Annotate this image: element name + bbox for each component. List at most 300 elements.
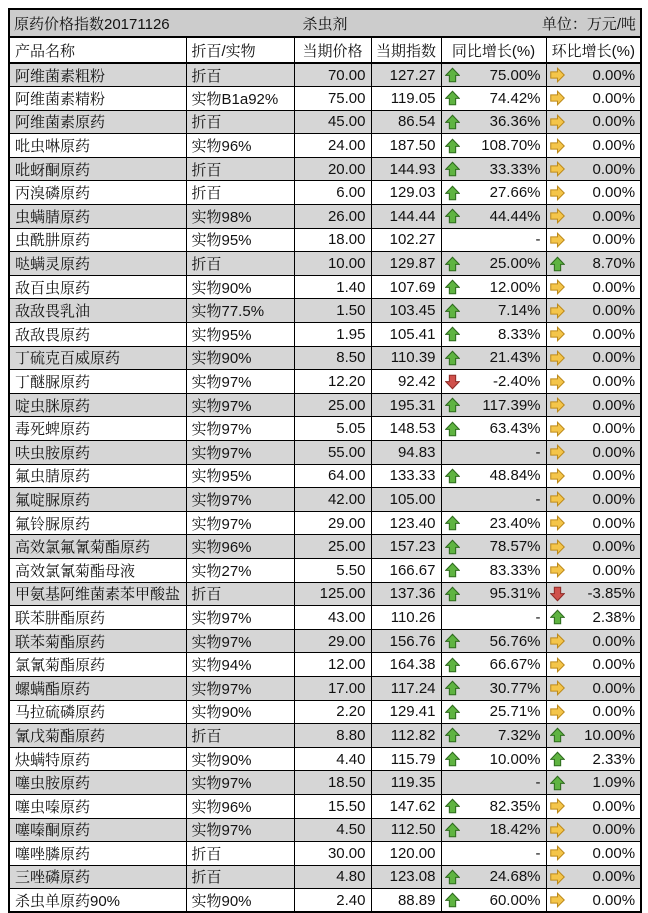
mom-cell (546, 629, 641, 653)
mom-value: 0.00% (592, 538, 636, 556)
product-name: 杀虫单原药90% (9, 889, 186, 913)
mom-value: 0.00% (592, 821, 636, 839)
arrow-up-icon (445, 657, 460, 673)
unit-label: 单位：万元/吨 (541, 15, 637, 33)
product-name: 敌敌畏乳油 (9, 299, 186, 323)
mom-cell (546, 511, 641, 535)
arrow-up-icon (445, 67, 460, 83)
current-price: 29.00 (294, 511, 371, 535)
product-name: 螺螨酯原药 (9, 676, 186, 700)
arrow-up-icon (445, 751, 460, 767)
spec-value: 实物90% (186, 346, 294, 370)
mom-value: 0.00% (592, 490, 636, 508)
product-name: 毒死蜱原药 (9, 417, 186, 441)
yoy-value: - (535, 490, 541, 508)
spec-value: 实物97% (186, 511, 294, 535)
yoy-value: 74.42% (489, 89, 541, 107)
spec-value: 折百 (186, 252, 294, 276)
mom-value: 0.00% (592, 231, 636, 249)
arrow-up-icon (445, 892, 460, 908)
table-row (9, 275, 641, 299)
yoy-cell (441, 865, 546, 889)
mom-cell (546, 558, 641, 582)
product-name: 氯氰菊酯原药 (9, 653, 186, 677)
table-row (9, 370, 641, 394)
spec-value: 实物90% (186, 700, 294, 724)
yoy-value: 33.33% (489, 160, 541, 178)
mom-value: -3.85% (587, 585, 636, 603)
yoy-value: - (535, 844, 541, 862)
mom-value: 0.00% (592, 89, 636, 107)
mom-cell (546, 134, 641, 158)
current-price: 30.00 (294, 842, 371, 866)
current-index: 187.50 (371, 134, 441, 158)
product-name: 噻虫嗪原药 (9, 794, 186, 818)
mom-value: 0.00% (592, 656, 636, 674)
product-name: 甲氨基阿维菌素苯甲酸盐 (9, 582, 186, 606)
yoy-cell (441, 205, 546, 229)
mom-value: 0.00% (592, 207, 636, 225)
current-price: 12.20 (294, 370, 371, 394)
current-index: 129.03 (371, 181, 441, 205)
column-header-row (9, 37, 641, 63)
current-price: 125.00 (294, 582, 371, 606)
mom-value: 0.00% (592, 467, 636, 485)
current-price: 1.95 (294, 323, 371, 347)
yoy-cell (441, 110, 546, 134)
yoy-value: 21.43% (489, 349, 541, 367)
current-index: 147.62 (371, 794, 441, 818)
mom-cell (546, 676, 641, 700)
no-arrow (445, 232, 460, 248)
table-row (9, 794, 641, 818)
yoy-value: - (535, 443, 541, 461)
table-row (9, 629, 641, 653)
mom-value: 0.00% (592, 396, 636, 414)
mom-value: 10.00% (584, 726, 636, 744)
current-index: 105.41 (371, 323, 441, 347)
arrow-up-icon (445, 208, 460, 224)
spec-value: 实物97% (186, 393, 294, 417)
mom-cell (546, 110, 641, 134)
yoy-cell (441, 629, 546, 653)
yoy-cell (441, 747, 546, 771)
mom-cell (546, 441, 641, 465)
current-price: 5.50 (294, 558, 371, 582)
product-name: 敌百虫原药 (9, 275, 186, 299)
spec-value: 实物94% (186, 653, 294, 677)
spec-value: 折百 (186, 110, 294, 134)
arrow-right-icon (550, 185, 565, 201)
spec-value: 折百 (186, 63, 294, 87)
yoy-value: 44.44% (489, 207, 541, 225)
mom-value: 0.00% (592, 302, 636, 320)
product-name: 阿维菌素精粉 (9, 87, 186, 111)
product-name: 噻虫胺原药 (9, 771, 186, 795)
product-name: 吡虫啉原药 (9, 134, 186, 158)
yoy-cell (441, 464, 546, 488)
yoy-cell (441, 606, 546, 630)
current-index: 195.31 (371, 393, 441, 417)
spec-value: 实物95% (186, 228, 294, 252)
arrow-right-icon (550, 421, 565, 437)
current-price: 25.00 (294, 535, 371, 559)
current-price: 15.50 (294, 794, 371, 818)
spec-value: 实物97% (186, 370, 294, 394)
mom-value: 0.00% (592, 797, 636, 815)
arrow-right-icon (550, 633, 565, 649)
current-price: 2.40 (294, 889, 371, 913)
mom-value: 0.00% (592, 514, 636, 532)
yoy-cell (441, 582, 546, 606)
arrow-right-icon (550, 892, 565, 908)
current-index: 110.26 (371, 606, 441, 630)
arrow-right-icon (550, 350, 565, 366)
current-price: 8.50 (294, 346, 371, 370)
arrow-right-icon (550, 303, 565, 319)
product-name: 啶虫脒原药 (9, 393, 186, 417)
current-price: 5.05 (294, 417, 371, 441)
mom-cell (546, 794, 641, 818)
yoy-value: 63.43% (489, 420, 541, 438)
mom-value: 8.70% (592, 255, 636, 273)
yoy-cell (441, 441, 546, 465)
current-index: 88.89 (371, 889, 441, 913)
table-row (9, 323, 641, 347)
yoy-cell (441, 535, 546, 559)
spec-value: 实物77.5% (186, 299, 294, 323)
arrow-up-icon (550, 775, 565, 791)
current-index: 102.27 (371, 228, 441, 252)
col-header-index: 当期指数 (371, 37, 441, 63)
arrow-up-icon (445, 562, 460, 578)
mom-value: 2.33% (592, 750, 636, 768)
mom-cell (546, 417, 641, 441)
yoy-value: 24.68% (489, 868, 541, 886)
yoy-value: 117.39% (482, 396, 541, 414)
mom-cell (546, 747, 641, 771)
current-price: 75.00 (294, 87, 371, 111)
spec-value: 实物97% (186, 676, 294, 700)
mom-cell (546, 252, 641, 276)
mom-value: 0.00% (592, 373, 636, 391)
arrow-up-icon (445, 114, 460, 130)
current-index: 144.44 (371, 205, 441, 229)
yoy-cell (441, 134, 546, 158)
current-index: 144.93 (371, 157, 441, 181)
yoy-value: 27.66% (489, 184, 541, 202)
mom-value: 0.00% (592, 703, 636, 721)
arrow-up-icon (445, 798, 460, 814)
mom-cell (546, 606, 641, 630)
current-price: 45.00 (294, 110, 371, 134)
current-index: 164.38 (371, 653, 441, 677)
mom-cell (546, 299, 641, 323)
mom-cell (546, 181, 641, 205)
yoy-value: 18.42% (489, 821, 541, 839)
mom-value: 0.00% (592, 443, 636, 461)
col-header-yoy: 同比增长(%) (441, 37, 546, 63)
arrow-right-icon (550, 539, 565, 555)
arrow-up-icon (445, 727, 460, 743)
current-index: 86.54 (371, 110, 441, 134)
arrow-up-icon (445, 161, 460, 177)
yoy-value: 25.71% (489, 703, 541, 721)
yoy-cell (441, 558, 546, 582)
spec-value: 折百 (186, 865, 294, 889)
table-row (9, 417, 641, 441)
mom-value: 0.00% (592, 278, 636, 296)
yoy-value: 82.35% (489, 797, 541, 815)
current-index: 157.23 (371, 535, 441, 559)
current-index: 129.87 (371, 252, 441, 276)
mom-cell (546, 842, 641, 866)
table-row (9, 228, 641, 252)
current-price: 6.00 (294, 181, 371, 205)
mom-cell (546, 346, 641, 370)
current-price: 20.00 (294, 157, 371, 181)
current-price: 10.00 (294, 252, 371, 276)
yoy-cell (441, 794, 546, 818)
arrow-right-icon (550, 468, 565, 484)
product-name: 吡蚜酮原药 (9, 157, 186, 181)
current-index: 103.45 (371, 299, 441, 323)
no-arrow (445, 491, 460, 507)
current-index: 120.00 (371, 842, 441, 866)
table-row (9, 582, 641, 606)
arrow-up-icon (445, 704, 460, 720)
arrow-down-icon (550, 586, 565, 602)
arrow-up-icon (445, 90, 460, 106)
mom-cell (546, 323, 641, 347)
mom-cell (546, 724, 641, 748)
current-price: 1.50 (294, 299, 371, 323)
table-row (9, 558, 641, 582)
table-row (9, 63, 641, 87)
current-price: 18.50 (294, 771, 371, 795)
report-title: 原药价格指数20171126 (14, 15, 170, 33)
mom-cell (546, 205, 641, 229)
mom-value: 0.00% (592, 66, 636, 84)
current-index: 123.40 (371, 511, 441, 535)
spec-value: 折百 (186, 842, 294, 866)
yoy-cell (441, 63, 546, 87)
current-index: 110.39 (371, 346, 441, 370)
mom-cell (546, 63, 641, 87)
spec-value: 实物97% (186, 629, 294, 653)
mom-value: 0.00% (592, 679, 636, 697)
table-row (9, 205, 641, 229)
spec-value: 折百 (186, 724, 294, 748)
arrow-up-icon (445, 326, 460, 342)
arrow-right-icon (550, 798, 565, 814)
table-row (9, 511, 641, 535)
product-name: 炔螨特原药 (9, 747, 186, 771)
product-name: 氟铃脲原药 (9, 511, 186, 535)
yoy-value: 7.14% (497, 302, 541, 320)
current-index: 127.27 (371, 63, 441, 87)
yoy-value: 108.70% (481, 137, 541, 155)
arrow-up-icon (445, 586, 460, 602)
price-index-table (8, 8, 642, 913)
table-row (9, 653, 641, 677)
current-price: 26.00 (294, 205, 371, 229)
product-name: 噻嗪酮原药 (9, 818, 186, 842)
no-arrow (445, 845, 460, 861)
current-index: 105.00 (371, 488, 441, 512)
current-price: 43.00 (294, 606, 371, 630)
mom-value: 0.00% (592, 160, 636, 178)
current-index: 119.05 (371, 87, 441, 111)
current-price: 4.40 (294, 747, 371, 771)
yoy-value: 78.57% (489, 538, 541, 556)
col-header-spec: 折百/实物 (186, 37, 294, 63)
spec-value: 实物98% (186, 205, 294, 229)
product-name: 高效氯氰菊酯母液 (9, 558, 186, 582)
arrow-up-icon (445, 869, 460, 885)
current-price: 4.50 (294, 818, 371, 842)
yoy-cell (441, 299, 546, 323)
current-price: 55.00 (294, 441, 371, 465)
table-row (9, 110, 641, 134)
arrow-up-icon (445, 822, 460, 838)
mom-cell (546, 865, 641, 889)
yoy-value: 23.40% (489, 514, 541, 532)
table-row (9, 157, 641, 181)
table-body (9, 63, 641, 912)
col-header-mom: 环比增长(%) (546, 37, 641, 63)
table-row (9, 181, 641, 205)
product-name: 虫酰肼原药 (9, 228, 186, 252)
arrow-right-icon (550, 114, 565, 130)
spec-value: 实物97% (186, 771, 294, 795)
yoy-cell (441, 488, 546, 512)
mom-value: 0.00% (592, 844, 636, 862)
mom-value: 0.00% (592, 113, 636, 131)
yoy-cell (441, 771, 546, 795)
current-index: 137.36 (371, 582, 441, 606)
arrow-up-icon (445, 468, 460, 484)
product-name: 氰戊菊酯原药 (9, 724, 186, 748)
mom-cell (546, 228, 641, 252)
table-row (9, 606, 641, 630)
product-name: 敌敌畏原药 (9, 323, 186, 347)
current-index: 129.41 (371, 700, 441, 724)
arrow-right-icon (550, 680, 565, 696)
yoy-value: 30.77% (489, 679, 541, 697)
table-row (9, 865, 641, 889)
yoy-cell (441, 818, 546, 842)
arrow-right-icon (550, 161, 565, 177)
arrow-right-icon (550, 657, 565, 673)
table-row (9, 771, 641, 795)
table-row (9, 134, 641, 158)
arrow-right-icon (550, 515, 565, 531)
mom-cell (546, 370, 641, 394)
spec-value: 实物90% (186, 747, 294, 771)
mom-cell (546, 700, 641, 724)
yoy-cell (441, 393, 546, 417)
mom-cell (546, 653, 641, 677)
col-header-product: 产品名称 (9, 37, 186, 63)
spec-value: 实物95% (186, 323, 294, 347)
yoy-value: 95.31% (489, 585, 541, 603)
no-arrow (445, 609, 460, 625)
yoy-cell (441, 417, 546, 441)
arrow-up-icon (445, 256, 460, 272)
mom-cell (546, 535, 641, 559)
arrow-right-icon (550, 374, 565, 390)
mom-value: 0.00% (592, 137, 636, 155)
title-row (9, 9, 641, 37)
yoy-cell (441, 724, 546, 748)
mom-value: 0.00% (592, 420, 636, 438)
table-row (9, 842, 641, 866)
arrow-up-icon (445, 397, 460, 413)
arrow-right-icon (550, 704, 565, 720)
current-index: 166.67 (371, 558, 441, 582)
current-index: 92.42 (371, 370, 441, 394)
arrow-right-icon (550, 562, 565, 578)
yoy-value: 83.33% (489, 561, 541, 579)
current-price: 8.80 (294, 724, 371, 748)
arrow-up-icon (445, 633, 460, 649)
product-name: 高效氯氟氰菊酯原药 (9, 535, 186, 559)
spec-value: 折百 (186, 582, 294, 606)
no-arrow (445, 775, 460, 791)
arrow-up-icon (550, 751, 565, 767)
col-header-price: 当期价格 (294, 37, 371, 63)
yoy-cell (441, 842, 546, 866)
table-row (9, 299, 641, 323)
arrow-right-icon (550, 67, 565, 83)
current-price: 4.80 (294, 865, 371, 889)
current-price: 1.40 (294, 275, 371, 299)
mom-value: 0.00% (592, 184, 636, 202)
product-name: 呋虫胺原药 (9, 441, 186, 465)
table-row (9, 818, 641, 842)
table-row (9, 393, 641, 417)
current-price: 24.00 (294, 134, 371, 158)
arrow-right-icon (550, 326, 565, 342)
mom-cell (546, 157, 641, 181)
arrow-up-icon (445, 279, 460, 295)
table-row (9, 346, 641, 370)
arrow-right-icon (550, 822, 565, 838)
mom-value: 0.00% (592, 561, 636, 579)
current-index: 156.76 (371, 629, 441, 653)
arrow-right-icon (550, 232, 565, 248)
arrow-up-icon (445, 138, 460, 154)
current-index: 123.08 (371, 865, 441, 889)
spec-value: 折百 (186, 157, 294, 181)
current-price: 70.00 (294, 63, 371, 87)
mom-value: 2.38% (592, 608, 636, 626)
current-price: 18.00 (294, 228, 371, 252)
product-name: 噻唑膦原药 (9, 842, 186, 866)
yoy-cell (441, 87, 546, 111)
yoy-value: 10.00% (489, 750, 541, 768)
arrow-right-icon (550, 208, 565, 224)
spec-value: 实物96% (186, 535, 294, 559)
table-row (9, 535, 641, 559)
mom-value: 0.00% (592, 632, 636, 650)
arrow-right-icon (550, 845, 565, 861)
yoy-value: 36.36% (489, 113, 541, 131)
current-price: 25.00 (294, 393, 371, 417)
current-index: 94.83 (371, 441, 441, 465)
table-row (9, 464, 641, 488)
